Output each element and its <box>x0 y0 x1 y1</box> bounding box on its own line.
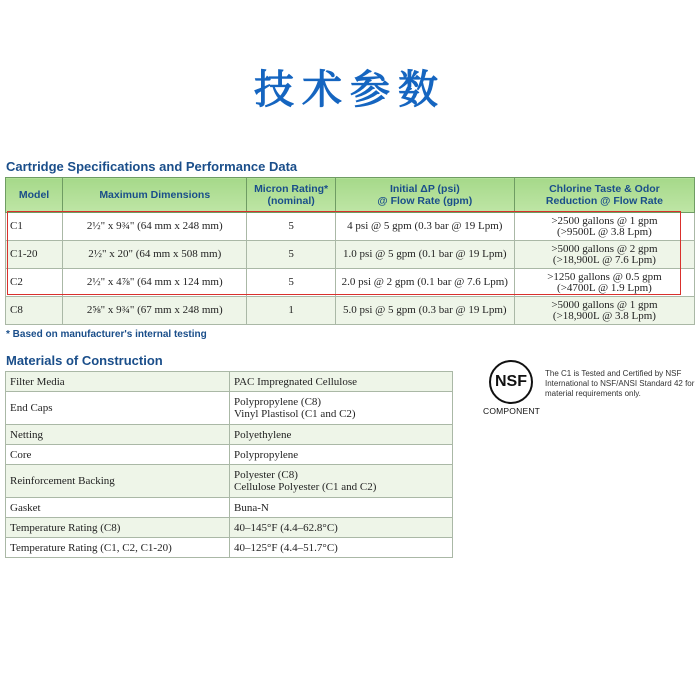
chlorine-line-2: (>4700L @ 1.9 Lpm) <box>557 281 652 294</box>
table-row <box>6 425 453 445</box>
chlorine-line-1: >2500 gallons @ 1 gpm <box>551 214 658 227</box>
spec-table <box>5 177 695 325</box>
nsf-certification-note: The C1 is Tested and Certified by NSF International to NSF/ANSI Standard 42 for material requirements only. <box>545 369 695 398</box>
cell-pressure-drop: 2.0 psi @ 2 gpm (0.1 bar @ 7.6 Lpm) <box>335 269 514 297</box>
value-line-2: Cellulose Polyester (C1 and C2) <box>234 481 377 493</box>
material-value <box>230 425 453 445</box>
material-key: Temperature Rating (C1, C2, C1-20) <box>6 538 230 558</box>
table-row <box>6 445 453 465</box>
value-line-1: Polyethylene <box>234 428 292 441</box>
material-key: Temperature Rating (C8) <box>6 518 230 538</box>
header-model: Model <box>6 178 63 213</box>
material-key: Filter Media <box>6 372 230 392</box>
table-row <box>6 372 453 392</box>
nsf-badge <box>483 360 539 416</box>
chlorine-line-1: >1250 gallons @ 0.5 gpm <box>547 270 662 283</box>
cell-pressure-drop: 5.0 psi @ 5 gpm (0.3 bar @ 19 Lpm) <box>335 297 514 325</box>
header-dimensions: Maximum Dimensions <box>63 178 247 213</box>
material-key: End Caps <box>6 392 230 425</box>
header-chlorine: Chlorine Taste & Odor Reduction @ Flow Rate <box>514 178 694 213</box>
value-line-1: Polypropylene <box>234 448 299 461</box>
table-row <box>6 241 695 269</box>
material-value <box>230 498 453 518</box>
value-line-1: PAC Impregnated Cellulose <box>234 375 358 388</box>
value-line-1: 40–125°F (4.4–51.7°C) <box>234 541 338 554</box>
chlorine-line-2: (>9500L @ 3.8 Lpm) <box>557 225 652 238</box>
cell-pressure-drop: 4 psi @ 5 gpm (0.3 bar @ 19 Lpm) <box>335 213 514 241</box>
cell-pressure-drop: 1.0 psi @ 5 gpm (0.1 bar @ 19 Lpm) <box>335 241 514 269</box>
cell-model: C8 <box>6 297 63 325</box>
spec-section-title: Cartridge Specifications and Performance Data <box>6 159 298 174</box>
material-value <box>230 465 453 498</box>
spec-footnote: * Based on manufacturer's internal testing <box>6 329 207 340</box>
chlorine-line-1: >5000 gallons @ 2 gpm <box>551 242 658 255</box>
material-value <box>230 445 453 465</box>
cell-micron: 5 <box>247 241 335 269</box>
nsf-caption: COMPONENT <box>483 406 541 416</box>
material-value <box>230 372 453 392</box>
cell-dimensions: 2½" x 20" (64 mm x 508 mm) <box>63 241 247 269</box>
chlorine-line-1: >5000 gallons @ 1 gpm <box>551 298 658 311</box>
header-pressure-drop: Initial ΔP (psi) @ Flow Rate (gpm) <box>335 178 514 213</box>
cell-model: C1-20 <box>6 241 63 269</box>
chlorine-line-2: (>18,900L @ 7.6 Lpm) <box>552 253 656 266</box>
spec-header-row <box>6 178 695 213</box>
nsf-logo-icon: NSF <box>489 360 533 404</box>
materials-section-title: Materials of Construction <box>6 353 163 368</box>
material-key: Netting <box>6 425 230 445</box>
cell-micron: 5 <box>247 269 335 297</box>
table-row <box>6 392 453 425</box>
cell-micron: 1 <box>247 297 335 325</box>
table-row <box>6 297 695 325</box>
chlorine-line-2: (>18,900L @ 3.8 Lpm) <box>552 309 656 322</box>
table-row <box>6 518 453 538</box>
page-title: 技术参数 <box>254 67 446 113</box>
cell-chlorine <box>514 241 694 269</box>
material-key: Reinforcement Backing <box>6 465 230 498</box>
cell-dimensions: 2⅝" x 9¾" (67 mm x 248 mm) <box>63 297 247 325</box>
cell-dimensions: 2½" x 4⅞" (64 mm x 124 mm) <box>63 269 247 297</box>
table-row <box>6 269 695 297</box>
material-value <box>230 518 453 538</box>
table-row <box>6 465 453 498</box>
materials-table <box>5 371 453 558</box>
value-line-1: 40–145°F (4.4–62.8°C) <box>234 521 338 534</box>
value-line-1: Buna-N <box>234 501 269 514</box>
material-key: Gasket <box>6 498 230 518</box>
header-micron: Micron Rating* (nominal) <box>247 178 335 213</box>
material-key: Core <box>6 445 230 465</box>
material-value <box>230 538 453 558</box>
cell-chlorine <box>514 213 694 241</box>
value-line-1: Polyester (C8) <box>234 469 298 481</box>
table-row <box>6 498 453 518</box>
material-value <box>230 392 453 425</box>
cell-chlorine <box>514 297 694 325</box>
value-line-1: Polypropylene (C8) <box>234 396 322 408</box>
table-row <box>6 538 453 558</box>
value-line-2: Vinyl Plastisol (C1 and C2) <box>234 408 356 420</box>
cell-model: C2 <box>6 269 63 297</box>
cell-model: C1 <box>6 213 63 241</box>
cell-dimensions: 2½" x 9¾" (64 mm x 248 mm) <box>63 213 247 241</box>
cell-micron: 5 <box>247 213 335 241</box>
table-row <box>6 213 695 241</box>
cell-chlorine <box>514 269 694 297</box>
